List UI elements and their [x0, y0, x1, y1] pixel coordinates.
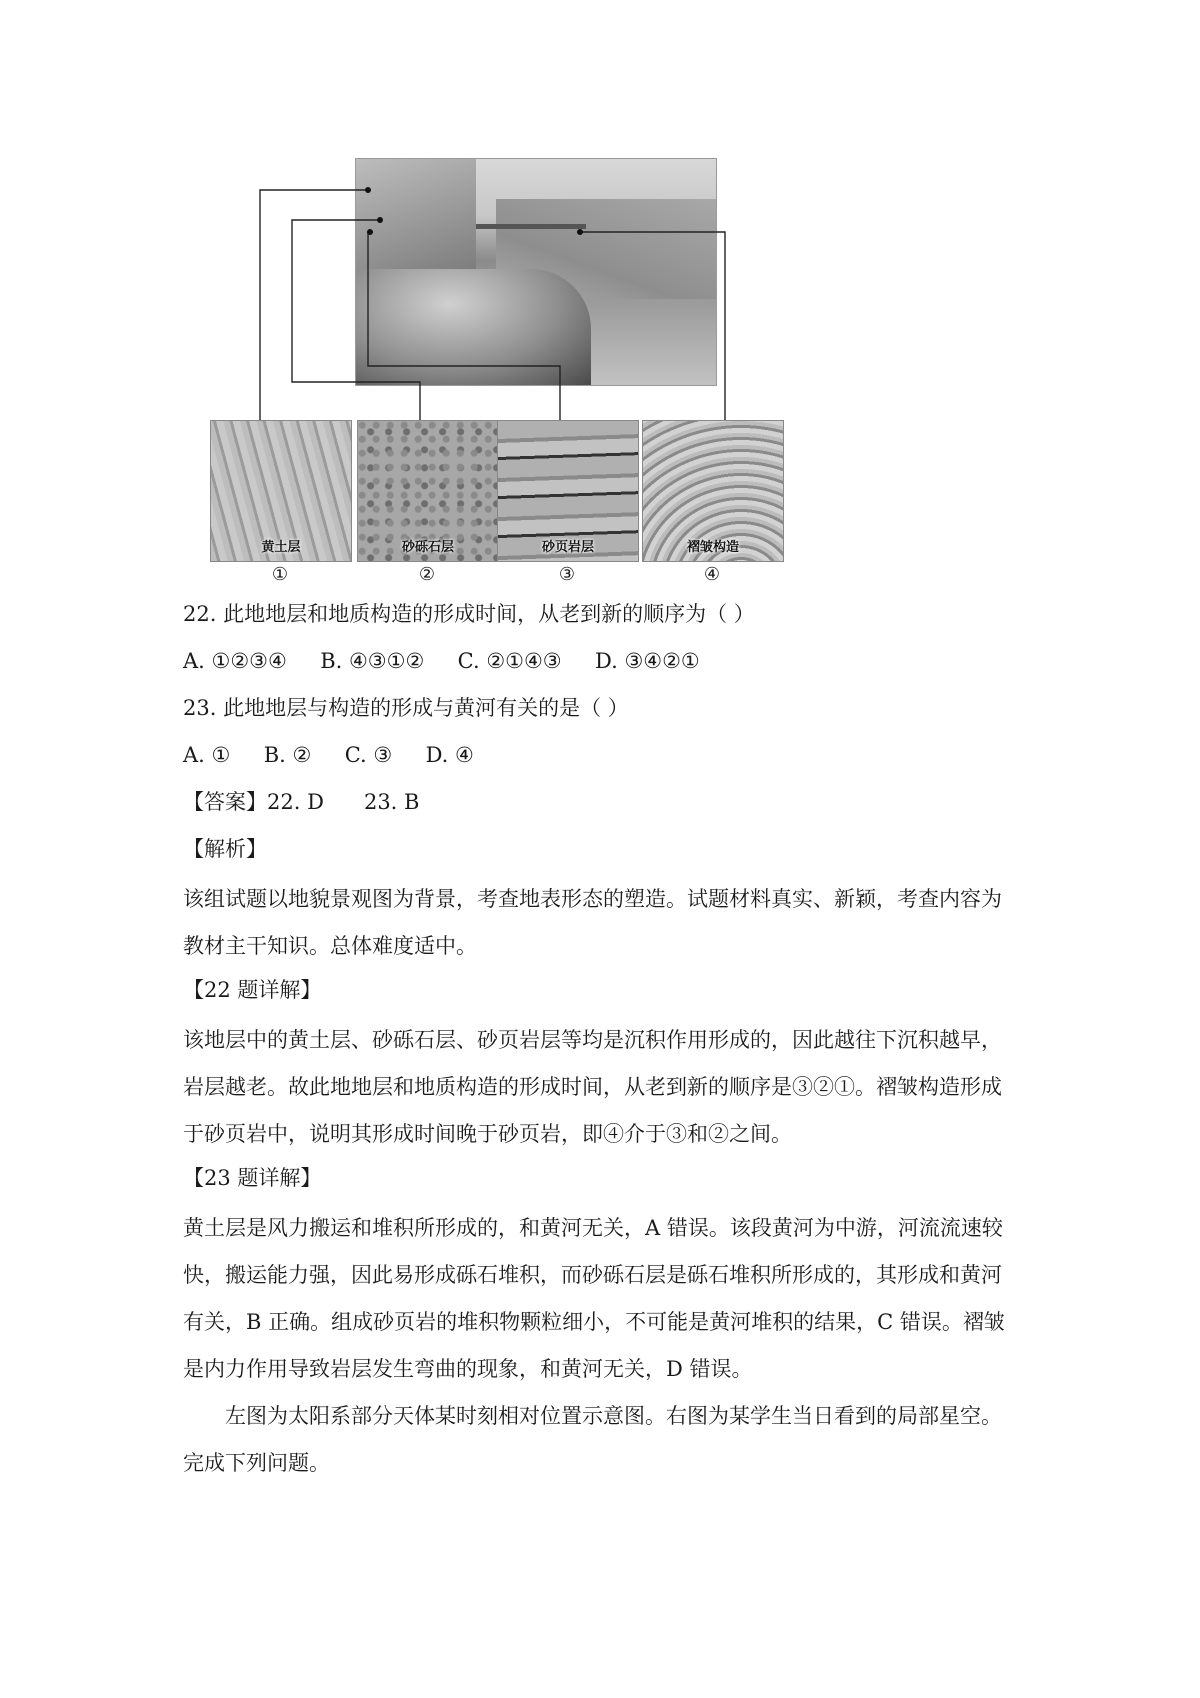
landscape-figure: [220, 150, 860, 585]
gravel-layer-photo: [357, 420, 499, 562]
analysis-body: 该组试题以地貌景观图为背景，考查地表形态的塑造。试题材料真实、新颖，考查内容为教材主干知识。总体难度适中。: [183, 887, 1002, 958]
sandstone-shale-layer-photo: [497, 420, 639, 562]
answer-line: 【答案】22. D 23. B: [183, 790, 420, 814]
question-22-stem: 22. 此地地层和地质构造的形成时间，从老到新的顺序为（ ）: [183, 602, 755, 626]
thumb-caption: 褶皱构造: [686, 540, 739, 555]
question-23-options: A. ① B. ② C. ③ D. ④: [183, 743, 474, 767]
figure-number: ③: [558, 564, 576, 585]
question-23-stem: 23. 此地地层与构造的形成与黄河有关的是（ ）: [183, 696, 629, 720]
detail-23-heading: 【23 题详解】: [183, 1166, 322, 1190]
detail-22-heading: 【22 题详解】: [183, 978, 322, 1002]
next-question-intro: 左图为太阳系部分天体某时刻相对位置示意图。右图为某学生当日看到的局部星空。完成下列问题。: [183, 1404, 1002, 1475]
thumb-caption: 砂砾石层: [401, 540, 454, 555]
loess-layer-photo: [210, 420, 352, 562]
analysis-heading: 【解析】: [183, 837, 267, 861]
question-22-options: A. ①②③④ B. ④③①② C. ②①④③ D. ③④②①: [183, 649, 700, 673]
figure-number: ④: [703, 564, 721, 585]
thumb-caption: 砂页岩层: [541, 540, 594, 555]
fold-structure-photo: [642, 420, 784, 562]
detail-23-body: 黄土层是风力搬运和堆积所形成的，和黄河无关，A 错误。该段黄河为中游，河流流速较快，搬运能力强，因此易形成砾石堆积，而砂砾石层是砾石堆积所形成的，其形成和黄河有关，B 正确。组成砂页岩的堆积物颗粒细小，不可能是黄河堆积的结果，C 错误。褶皱是内力作用导致岩层发生弯曲的现象，和黄河无关，D 错误。: [183, 1216, 1005, 1381]
detail-22-body: 该地层中的黄土层、砂砾石层、砂页岩层等均是沉积作用形成的，因此越往下沉积越早，岩层越老。故此地地层和地质构造的形成时间，从老到新的顺序是③②①。褶皱构造形成于砂页岩中，说明其形成时间晚于砂页岩，即④介于③和②之间。: [183, 1028, 1002, 1146]
figure-number: ①: [271, 564, 289, 585]
thumb-caption: 黄土层: [261, 540, 301, 555]
figure-number: ②: [418, 564, 436, 585]
